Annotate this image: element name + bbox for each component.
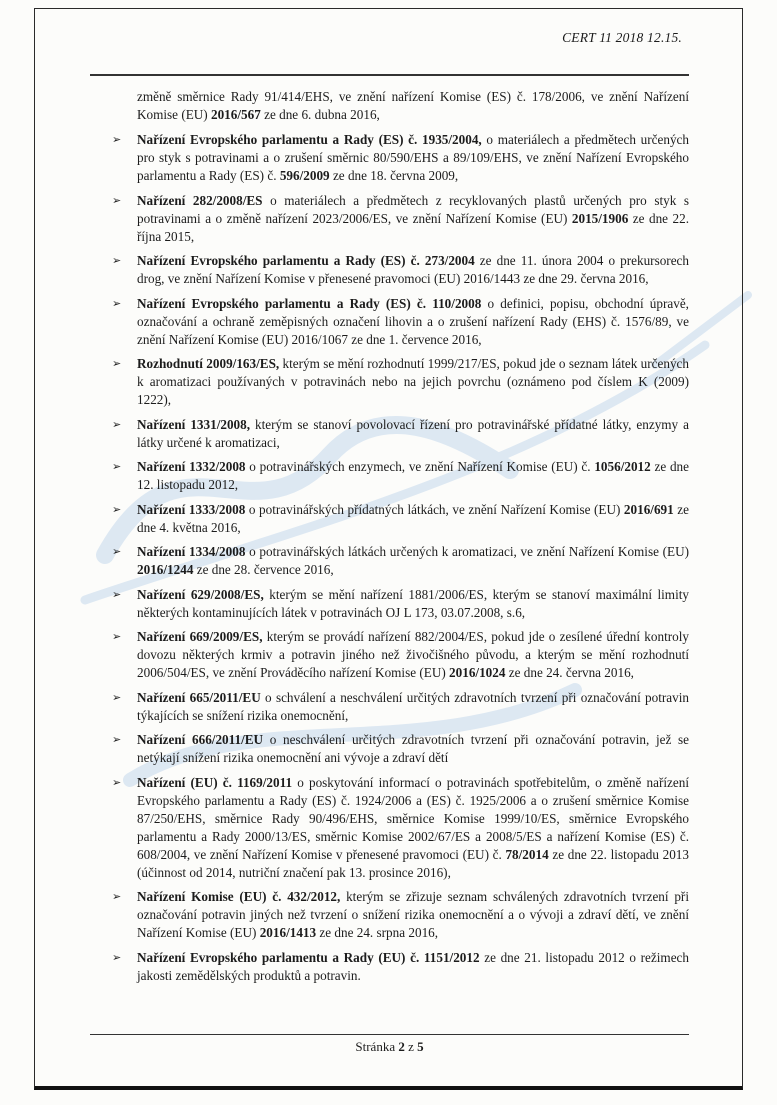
header-divider bbox=[90, 74, 689, 76]
item-text: Nařízení 666/2011/EU o neschválení určitých zdravotních tvrzení při označování potravin, jež se netýkají snížení rizika onemocnění ani vývoje a zdraví dětí bbox=[137, 732, 689, 765]
arrow-bullet-icon: ➢ bbox=[112, 690, 122, 704]
arrow-bullet-icon: ➢ bbox=[112, 460, 122, 473]
item-text: Nařízení Evropského parlamentu a Rady (ES) č. 110/2008 o definici, popisu, obchodní úpravě, označování a ochraně zeměpisných označení lihovin a o zrušení nařízení Rady (EHS) č. 1576/89, ve znění Nařízení Komise (EU) 2016/1067 ze dne 1. července 2016, bbox=[137, 295, 689, 347]
list-item bbox=[112, 192, 689, 246]
item-text: Rozhodnutí 2009/163/ES, kterým se mění rozhodnutí 1999/217/ES, pokud jde o seznam látek určených k aromatizaci používaných v potravinách nebo na jejich povrchu (oznámeno pod číslem K (2009) 1222), bbox=[137, 356, 689, 407]
list-item bbox=[112, 586, 689, 622]
item-text: Nařízení 1333/2008 o potravinářských přídatných látkách, ve znění Nařízení Komise (EU) 2016/691 ze dne 4. května 2016, bbox=[137, 501, 689, 535]
arrow-bullet-icon: ➢ bbox=[112, 587, 122, 601]
item-text: Nařízení Evropského parlamentu a Rady (EU) č. 1151/2012 ze dne 21. listopadu 2012 o režimech jakosti zemědělských produktů a potravin. bbox=[137, 949, 689, 983]
list-item bbox=[112, 949, 689, 985]
list-item bbox=[112, 295, 689, 349]
arrow-bullet-icon: ➢ bbox=[112, 775, 122, 789]
item-text: Nařízení 1331/2008, kterým se stanoví povolovací řízení pro potravinářské přídatné látky, enzymy a látky určené k aromatizaci, bbox=[137, 416, 689, 450]
item-text: Nařízení Evropského parlamentu a Rady (ES) č. 273/2004 ze dne 11. února 2004 o prekursorech drog, ve znění Nařízení Komise v přenesené pravomoci (EU) 2016/1443 ze dne 29. června 2016, bbox=[137, 253, 689, 286]
item-text: Nařízení 665/2011/EU o schválení a neschválení určitých zdravotních tvrzení při označování potravin týkajících se snížení rizika onemocnění, bbox=[137, 689, 689, 723]
item-text: Nařízení 282/2008/ES o materiálech a předmětech z recyklovaných plastů určených pro styk s potravinami a o změně nařízení 2023/2006/ES, ve znění Nařízení Komise (EU) 2015/1906 ze dne 22. října 2015, bbox=[137, 192, 689, 244]
header-stamp: CERT 11 2018 12.15. bbox=[562, 30, 682, 45]
item-text: Nařízení 1334/2008 o potravinářských látkách určených k aromatizaci, ve znění Nařízení Komise (EU) 2016/1244 ze dne 28. července 2016, bbox=[137, 544, 689, 577]
arrow-bullet-icon: ➢ bbox=[112, 950, 122, 964]
arrow-bullet-icon: ➢ bbox=[112, 890, 122, 903]
list-item bbox=[112, 355, 689, 409]
arrow-bullet-icon: ➢ bbox=[112, 417, 122, 431]
list-item bbox=[112, 252, 689, 288]
list-item bbox=[112, 458, 689, 494]
item-text: Nařízení Evropského parlamentu a Rady (ES) č. 1935/2004, o materiálech a předmětech určených pro styk s potravinami a o zrušení směrnic 80/590/EHS a 89/109/EHS, ve znění Nařízení Evropského parlamentu a Rady (ES) č. 596/2009 ze dne 18. června 2009, bbox=[137, 132, 689, 183]
arrow-bullet-icon: ➢ bbox=[112, 733, 122, 746]
list-item bbox=[112, 689, 689, 725]
arrow-bullet-icon: ➢ bbox=[112, 296, 122, 310]
list-item bbox=[112, 731, 689, 767]
list-item bbox=[112, 888, 689, 942]
list-item bbox=[112, 774, 689, 882]
item-text: Nařízení Komise (EU) č. 432/2012, kterým se zřizuje seznam schválených zdravotních tvrzení při označování potravin jiných než tvrzení o snížení rizika onemocnění a o vývoji a zdraví dětí, ve znění Nařízení Komise (EU) 2016/1413 ze dne 24. srpna 2016, bbox=[137, 889, 689, 940]
arrow-bullet-icon: ➢ bbox=[112, 254, 122, 267]
arrow-bullet-icon: ➢ bbox=[112, 193, 122, 207]
list-item bbox=[112, 543, 689, 579]
item-text: Nařízení 1332/2008 o potravinářských enzymech, ve znění Nařízení Komise (EU) č. 1056/2012 ze dne 12. listopadu 2012, bbox=[137, 459, 689, 492]
page-footer bbox=[90, 1034, 689, 1055]
list-item bbox=[112, 131, 689, 185]
item-text: Nařízení (EU) č. 1169/2011 o poskytování informací o potravinách spotřebitelům, o změně nařízení Evropského parlamentu a Rady (ES) č. 1924/2006 a (ES) č. 1925/2006 a o zrušení směrnice Komise 87/250/EHS, směrnice Rady 90/496/EHS, směrnice Komise 1999/10/ES, směrnice Evropského parlamentu a Rady 2000/13/ES, směrnic Komise 2002/67/ES a 2008/5/ES a nařízení Komise (ES) č. 608/2004, ve znění Nařízení Komise v přenesené pravomoci (EU) č. 78/2014 ze dne 22. listopadu 2013 (účinnost od 2014, nutriční značení pak 13. prosince 2016), bbox=[137, 774, 689, 880]
arrow-bullet-icon: ➢ bbox=[112, 545, 122, 558]
item-text: Nařízení 629/2008/ES, kterým se mění nařízení 1881/2006/ES, kterým se stanoví maximální limity některých kontaminujících látek v potravinách OJ L 173, 03.07.2008, s.6, bbox=[137, 586, 689, 620]
item-text: Nařízení 669/2009/ES, kterým se provádí nařízení 882/2004/ES, pokud jde o zesílené úřední kontroly dovozu některých krmiv a potravin jiného než živočišného původu, a kterým se mění rozhodnutí 2006/504/ES, ve znění Prováděcího nařízení Komise (EU) 2016/1024 ze dne 24. června 2016, bbox=[137, 629, 689, 680]
document-body bbox=[112, 88, 689, 991]
list-item bbox=[112, 628, 689, 682]
arrow-bullet-icon: ➢ bbox=[112, 630, 122, 643]
arrow-bullet-icon: ➢ bbox=[112, 502, 122, 516]
page-number: Stránka 2 z 5 bbox=[355, 1039, 424, 1054]
arrow-bullet-icon: ➢ bbox=[112, 133, 122, 146]
regulation-list bbox=[112, 131, 689, 985]
list-item bbox=[112, 501, 689, 537]
intro-paragraph: změně směrnice Rady 91/414/EHS, ve znění nařízení Komise (ES) č. 178/2006, ve znění Nařízení Komise (EU) 2016/567 ze dne 6. dubna 2016, bbox=[137, 89, 689, 122]
arrow-bullet-icon: ➢ bbox=[112, 357, 122, 370]
list-item bbox=[112, 416, 689, 452]
